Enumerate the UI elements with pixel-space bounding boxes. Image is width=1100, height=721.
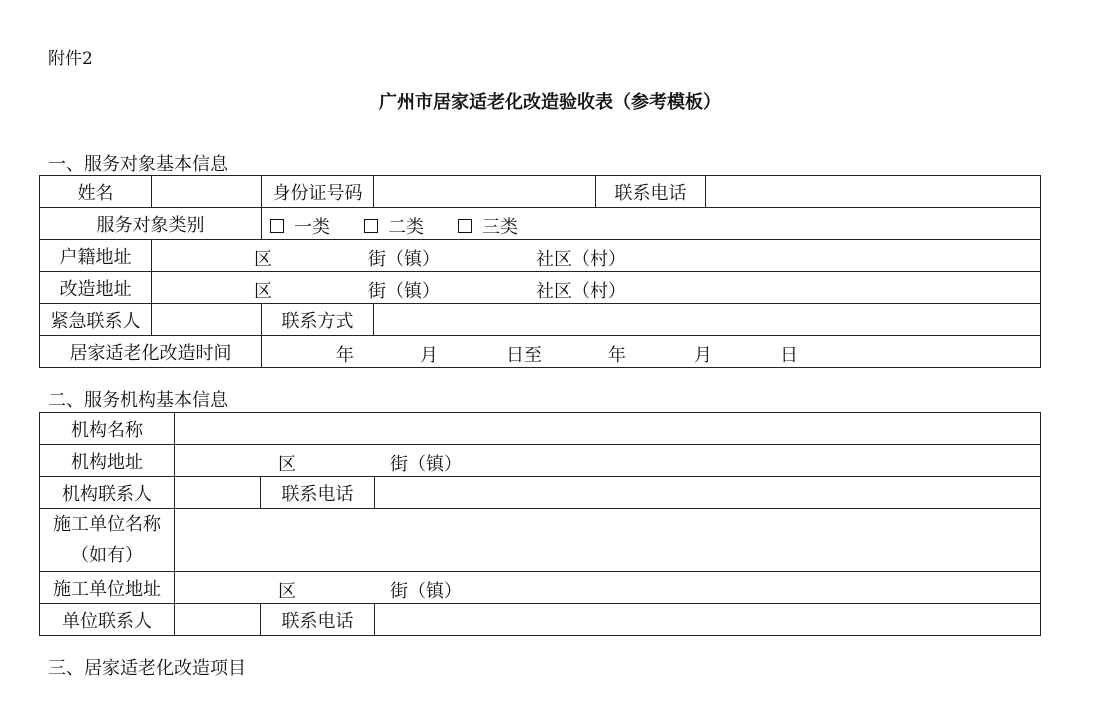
phone-field[interactable] [706,176,1041,208]
community-text: 社区（村） [536,249,626,270]
phone-label: 联系电话 [596,176,706,208]
builder-name-label-line2: （如有） [71,545,143,566]
table-row [40,477,1041,509]
emergency-contact-field[interactable] [152,304,262,336]
id-field[interactable] [374,176,596,208]
year-text: 年 [336,345,354,366]
builder-phone-field[interactable] [375,604,1041,636]
contact-method-field[interactable] [374,304,1041,336]
organization-info-table [39,412,1041,636]
checkbox-icon[interactable] [364,219,378,233]
section3-heading: 三、居家适老化改造项目 [48,658,246,679]
section1-heading: 一、服务对象基本信息 [48,154,228,175]
table-row [40,304,1041,336]
district-text: 区 [278,454,296,475]
org-address-label: 机构地址 [40,445,175,477]
section2-heading: 二、服务机构基本信息 [48,390,228,411]
street-text: 街（镇） [368,249,440,270]
table-row [40,272,1041,304]
checkbox-icon[interactable] [458,219,472,233]
org-phone-label: 联系电话 [261,477,375,509]
name-label: 姓名 [40,176,152,208]
org-name-field[interactable] [175,413,1041,445]
document-title: 广州市居家适老化改造验收表（参考模板） [379,92,721,113]
month-text: 月 [694,345,712,366]
household-address-label: 户籍地址 [40,240,152,272]
contact-method-label: 联系方式 [262,304,374,336]
day-text: 日 [780,345,798,366]
street-text: 街（镇） [390,454,462,475]
builder-name-label [40,509,175,572]
builder-contact-field[interactable] [175,604,261,636]
table-row [40,176,1041,208]
builder-phone-label: 联系电话 [261,604,375,636]
renovation-time-field[interactable] [262,336,1041,368]
street-text: 街（镇） [368,281,440,302]
household-address-field[interactable] [152,240,1041,272]
category-options [262,208,1041,240]
renovation-address-field[interactable] [152,272,1041,304]
org-address-field[interactable] [175,445,1041,477]
renovation-address-label: 改造地址 [40,272,152,304]
client-info-table [39,175,1041,368]
table-row [40,604,1041,636]
street-text: 街（镇） [390,581,462,602]
name-field[interactable] [152,176,262,208]
year-text: 年 [608,345,626,366]
org-contact-field[interactable] [175,477,261,509]
day-to-text: 日至 [506,345,542,366]
table-row [40,336,1041,368]
builder-name-field[interactable] [175,509,1041,572]
category-option-2[interactable]: 二类 [364,213,424,239]
table-row [40,445,1041,477]
table-row [40,413,1041,445]
table-row [40,572,1041,604]
id-label: 身份证号码 [262,176,374,208]
table-row [40,509,1041,572]
community-text: 社区（村） [536,281,626,302]
category-label: 服务对象类别 [40,208,262,240]
builder-address-label: 施工单位地址 [40,572,175,604]
builder-name-label-line1: 施工单位名称 [53,514,161,535]
emergency-contact-label: 紧急联系人 [40,304,152,336]
district-text: 区 [254,281,272,302]
table-row [40,240,1041,272]
category-option-1[interactable]: 一类 [270,213,330,239]
table-row [40,208,1041,240]
org-phone-field[interactable] [375,477,1041,509]
org-contact-label: 机构联系人 [40,477,175,509]
district-text: 区 [254,249,272,270]
org-name-label: 机构名称 [40,413,175,445]
builder-contact-label: 单位联系人 [40,604,175,636]
district-text: 区 [278,581,296,602]
checkbox-icon[interactable] [270,219,284,233]
category-option-3[interactable]: 三类 [458,213,518,239]
month-text: 月 [420,345,438,366]
builder-address-field[interactable] [175,572,1041,604]
attachment-label: 附件2 [48,49,93,69]
renovation-time-label: 居家适老化改造时间 [40,336,262,368]
